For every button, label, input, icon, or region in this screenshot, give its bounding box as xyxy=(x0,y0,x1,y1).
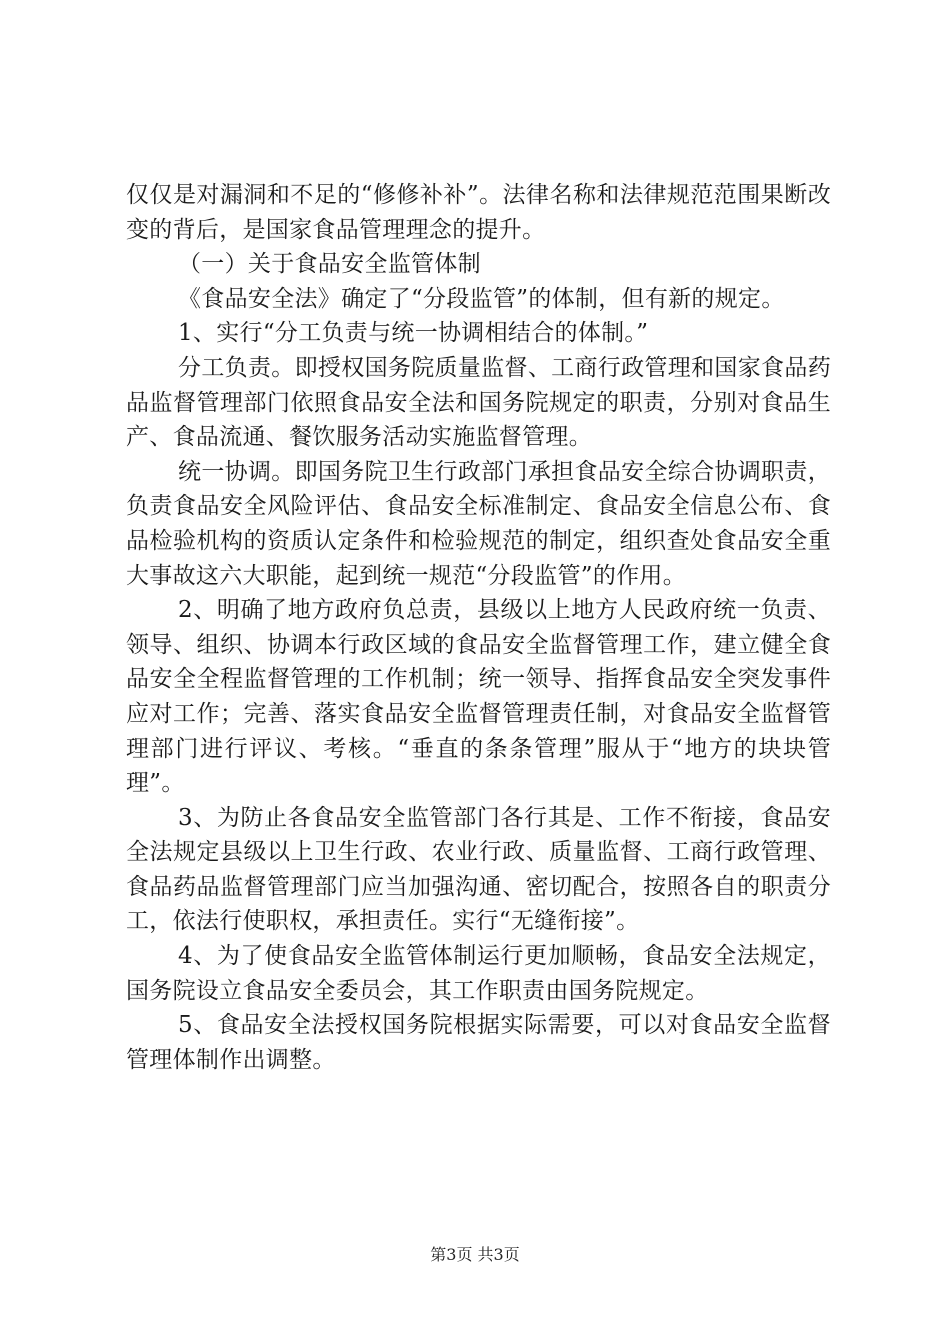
list-item-5: 5、食品安全法授权国务院根据实际需要，可以对食品安全监督管理体制作出调整。 xyxy=(126,1012,831,1073)
paragraph-unified-coordination: 统一协调。即国务院卫生行政部门承担食品安全综合协调职责，负责食品安全风险评估、食品安全标准制定、食品安全信息公布、食品检验机构的资质认定条件和检验规范的制定，组织查处食品安全重大事故这六大职能，起到统一规范“分段监管”的作用。 xyxy=(126,458,831,589)
list-item-4: 4、为了使食品安全监管体制运行更加顺畅，食品安全法规定，国务院设立食品安全委员会，其工作职责由国务院规定。 xyxy=(126,943,831,1004)
paragraph-continuation: 仅仅是对漏洞和不足的“修修补补”。法律名称和法律规范范围果断改变的背后，是国家食品管理理念的提升。 xyxy=(126,182,831,243)
page-footer: 第3页 共3页 xyxy=(430,1245,520,1264)
document-body xyxy=(126,178,831,1077)
list-item-2: 2、明确了地方政府负总责，县级以上地方人民政府统一负责、领导、组织、协调本行政区域的食品安全监督管理工作，建立健全食品安全全程监督管理的工作机制；统一领导、指挥食品安全突发事件应对工作；完善、落实食品安全监督管理责任制，对食品安全监督管理部门进行评议、考核。“垂直的条条管理”服从于“地方的块块管理”。 xyxy=(126,597,831,797)
section-heading: （一）关于食品安全监管体制 xyxy=(178,251,481,278)
list-item-1: 1、实行“分工负责与统一协调相结合的体制。” xyxy=(178,320,649,347)
paragraph-intro: 《食品安全法》确定了“分段监管”的体制，但有新的规定。 xyxy=(178,285,785,312)
paragraph-division-of-labor: 分工负责。即授权国务院质量监督、工商行政管理和国家食品药品监督管理部门依照食品安全法和国务院规定的职责，分别对食品生产、食品流通、餐饮服务活动实施监督管理。 xyxy=(126,354,831,451)
list-item-3: 3、为防止各食品安全监管部门各行其是、工作不衔接，食品安全法规定县级以上卫生行政、农业行政、质量监督、工商行政管理、食品药品监督管理部门应当加强沟通、密切配合，按照各自的职责分工，依法行使职权，承担责任。实行“无缝衔接”。 xyxy=(126,804,831,935)
